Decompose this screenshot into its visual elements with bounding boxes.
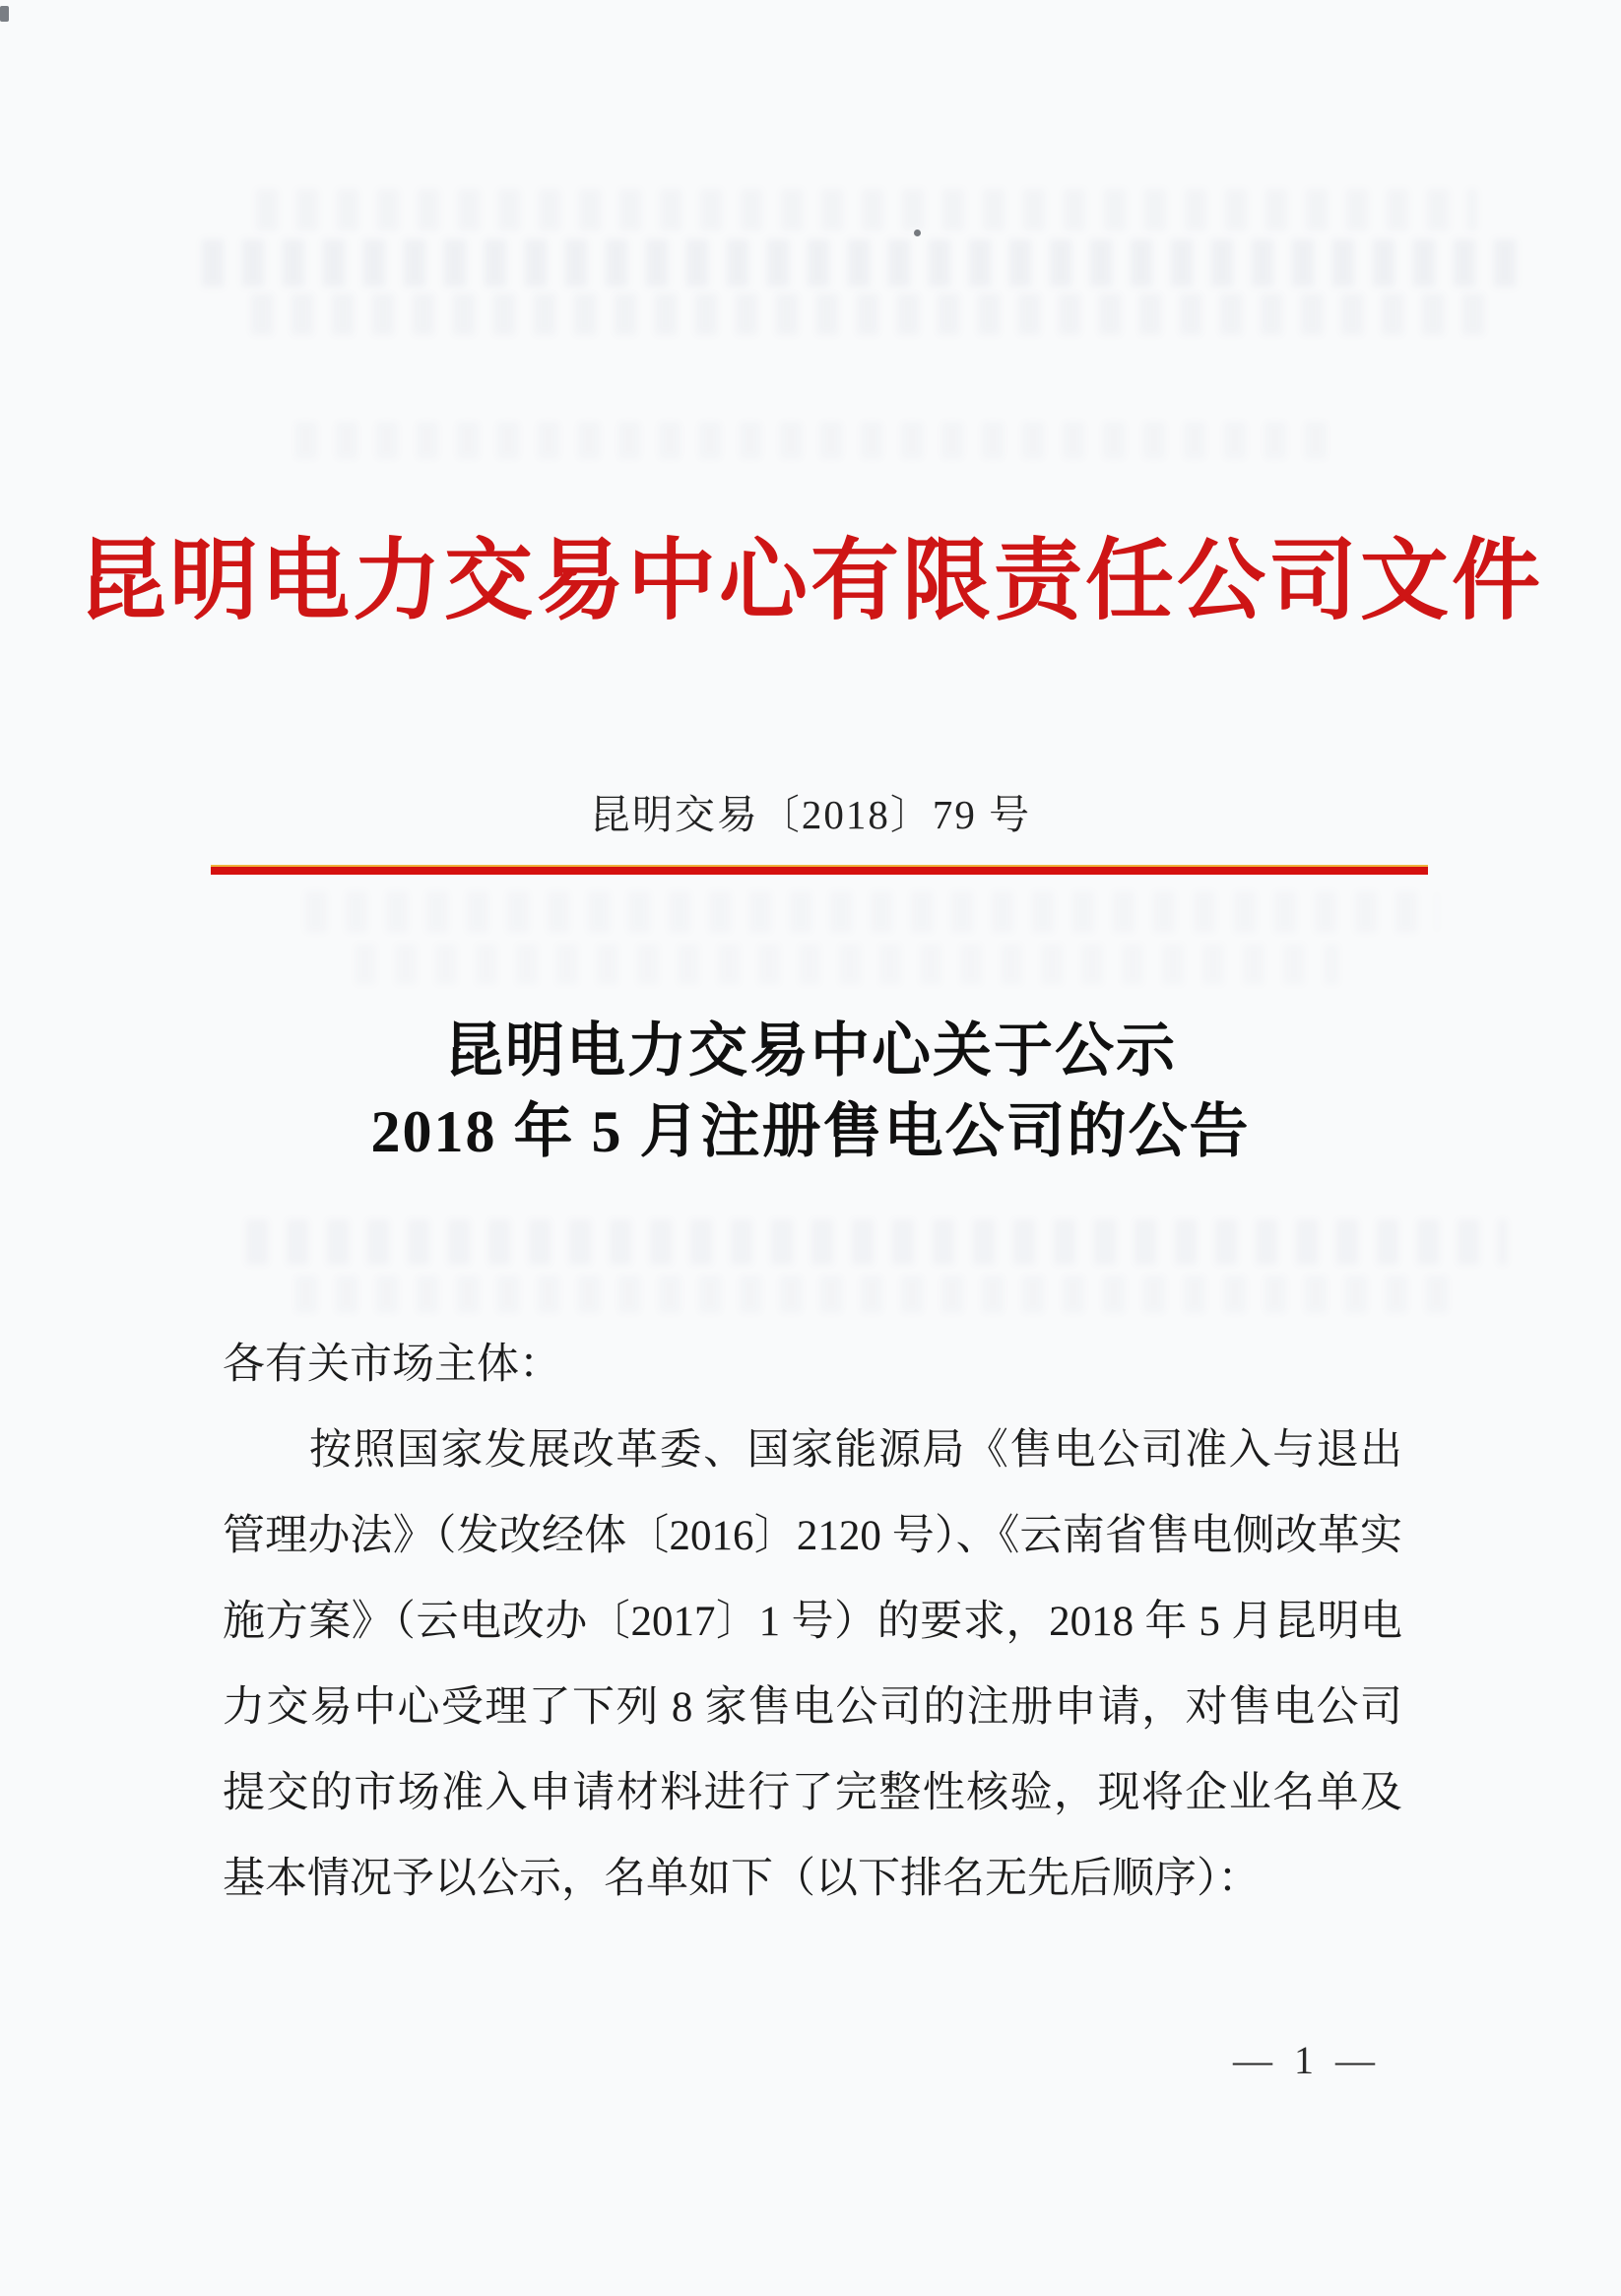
bleed-through-band bbox=[305, 891, 1438, 933]
bleed-through-band bbox=[202, 239, 1531, 287]
body-line: 管理办法》（发改经体〔2016〕2120 号）、《云南省售电侧改革实 bbox=[223, 1513, 1402, 1559]
body-line: 按照国家发展改革委、国家能源局《售电公司准入与退出 bbox=[309, 1427, 1402, 1474]
salutation: 各有关市场主体： bbox=[223, 1342, 561, 1388]
stray-dot bbox=[914, 230, 921, 236]
document-number: 昆明交易〔2018〕79 号 bbox=[589, 792, 1032, 837]
page-number: — 1 — bbox=[1233, 2038, 1381, 2082]
bleed-through-band bbox=[251, 294, 1492, 335]
bleed-through-band bbox=[246, 1219, 1507, 1265]
bleed-through-band bbox=[295, 1276, 1458, 1313]
red-divider-rule bbox=[211, 865, 1428, 875]
bleed-through-band bbox=[256, 189, 1477, 230]
bleed-through-band bbox=[295, 422, 1329, 459]
scan-speck bbox=[0, 6, 9, 22]
announcement-title bbox=[0, 1011, 1621, 1172]
body-line: 力交易中心受理了下列 8 家售电公司的注册申请，对售电公司 bbox=[223, 1684, 1402, 1731]
body-line: 基本情况予以公示，名单如下（以下排名无先后顺序）： bbox=[223, 1856, 1261, 1902]
announcement-title-line2: 2018 年 5 月注册售电公司的公告 bbox=[370, 1099, 1251, 1164]
body-line: 提交的市场准入申请材料进行了完整性核验，现将企业名单及 bbox=[223, 1770, 1402, 1816]
body-line: 施方案》（云电改办〔2017〕1 号）的要求，2018 年 5 月昆明电 bbox=[223, 1599, 1402, 1645]
document-body bbox=[223, 1322, 1402, 1922]
announcement-title-line1: 昆明电力交易中心关于公示 bbox=[444, 1018, 1177, 1083]
bleed-through-band bbox=[355, 944, 1339, 985]
org-letterhead-banner: 昆明电力交易中心有限责任公司文件 bbox=[78, 533, 1543, 630]
